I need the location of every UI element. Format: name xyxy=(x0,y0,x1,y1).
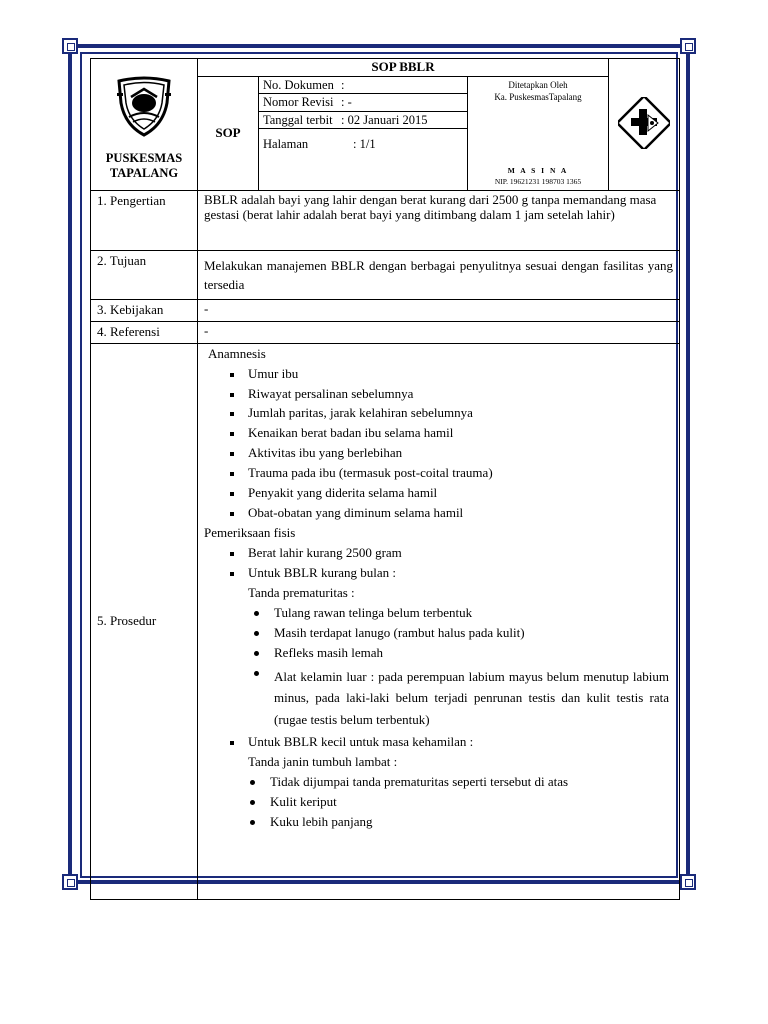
janin-list xyxy=(204,775,673,830)
list-item: Umur ibu xyxy=(226,367,673,382)
prosedur-content xyxy=(198,343,680,899)
sop-table xyxy=(90,58,680,900)
list-item: Untuk BBLR kurang bulan : xyxy=(226,566,673,581)
list-item: Riwayat persalinan sebelumnya xyxy=(226,387,673,402)
corner-ornament-bottom-left xyxy=(62,874,78,890)
list-item: Tidak dijumpai tanda prematuritas seperti tersebut di atas xyxy=(246,775,673,790)
list-item: Kenaikan berat badan ibu selama hamil xyxy=(226,426,673,441)
list-item: Alat kelamin luar : pada perempuan labium mayus belum menutup labium minus, pada laki-laki belum terjadi penrunan testis dan kulit testis rata (rugae testis belum terbentuk) xyxy=(250,666,673,730)
anamnesis-heading: Anamnesis xyxy=(208,345,266,361)
kebijakan-label: 3. Kebijakan xyxy=(91,299,198,321)
halaman-row: Halaman : 1/1 xyxy=(259,129,468,191)
list-item: Untuk BBLR kecil untuk masa kehamilan : xyxy=(226,735,673,750)
anamnesis-list xyxy=(204,367,673,522)
list-item: Jumlah paritas, jarak kelahiran sebelumnya xyxy=(226,406,673,421)
tujuan-text: Melakukan manajemen BBLR dengan berbagai penyulitnya sesuai dengan fasilitas yang tersedia xyxy=(198,251,680,300)
list-item: Masih terdapat lanugo (rambut halus pada kulit) xyxy=(250,626,673,641)
pemeriksaan-heading: Pemeriksaan fisis xyxy=(204,525,296,541)
list-item: Refleks masih lemah xyxy=(250,646,673,661)
puskesmas-cross-emblem-icon xyxy=(618,97,670,149)
list-item: Tulang rawan telinga belum terbentuk xyxy=(250,606,673,621)
tanggal-terbit-row: Tanggal terbit : 02 Januari 2015 xyxy=(259,111,468,128)
signer-name: M A S I N A xyxy=(507,165,569,175)
prematuritas-list xyxy=(204,606,673,730)
tujuan-label: 2. Tujuan xyxy=(91,251,198,300)
pengertian-label: 1. Pengertian xyxy=(91,191,198,251)
logo-cell xyxy=(91,59,198,191)
emblem-cell xyxy=(609,59,680,191)
referensi-text: - xyxy=(198,321,680,343)
signer-nip: NIP. 19621231 198703 1365 xyxy=(494,176,582,186)
tanda-prematuritas-heading: Tanda prematuritas : xyxy=(248,584,355,600)
tanda-janin-heading: Tanda janin tumbuh lambat : xyxy=(248,753,398,769)
list-item: Obat-obatan yang diminum selama hamil xyxy=(226,506,673,521)
document-title: SOP BBLR xyxy=(198,59,609,77)
prosedur-label: 5. Prosedur xyxy=(91,343,198,899)
corner-ornament-top-right xyxy=(680,38,696,54)
kebijakan-text: - xyxy=(198,299,680,321)
sop-label: SOP xyxy=(198,76,259,190)
list-item: Trauma pada ibu (termasuk post-coital trauma) xyxy=(226,466,673,481)
list-item: Kulit keriput xyxy=(246,795,673,810)
list-item: Aktivitas ibu yang berlebihan xyxy=(226,446,673,461)
ditetapkan-cell: Ditetapkan Oleh Ka. PuskesmasTapalang M A S I N A NIP. 19621231 198703 1365 xyxy=(468,76,609,190)
referensi-label: 4. Referensi xyxy=(91,321,198,343)
pemeriksaan-list xyxy=(204,546,673,581)
pemeriksaan-list-2 xyxy=(204,735,673,750)
pengertian-text: BBLR adalah bayi yang lahir dengan berat kurang dari 2500 g tanpa memandang masa gestasi (berat lahir adalah berat bayi yang ditimbang dalam 1 jam setelah lahir) xyxy=(198,191,680,251)
list-item: Kuku lebih panjang xyxy=(246,815,673,830)
corner-ornament-top-left xyxy=(62,38,78,54)
list-item: Berat lahir kurang 2500 gram xyxy=(226,546,673,561)
puskesmas-name: PUSKESMAS TAPALANG xyxy=(105,150,183,181)
regional-emblem-logo-icon xyxy=(111,73,177,139)
corner-ornament-bottom-right xyxy=(680,874,696,890)
list-item: Penyakit yang diderita selama hamil xyxy=(226,486,673,501)
nomor-revisi-row: Nomor Revisi : - xyxy=(259,94,468,111)
no-dokumen-row: No. Dokumen : xyxy=(259,76,468,93)
